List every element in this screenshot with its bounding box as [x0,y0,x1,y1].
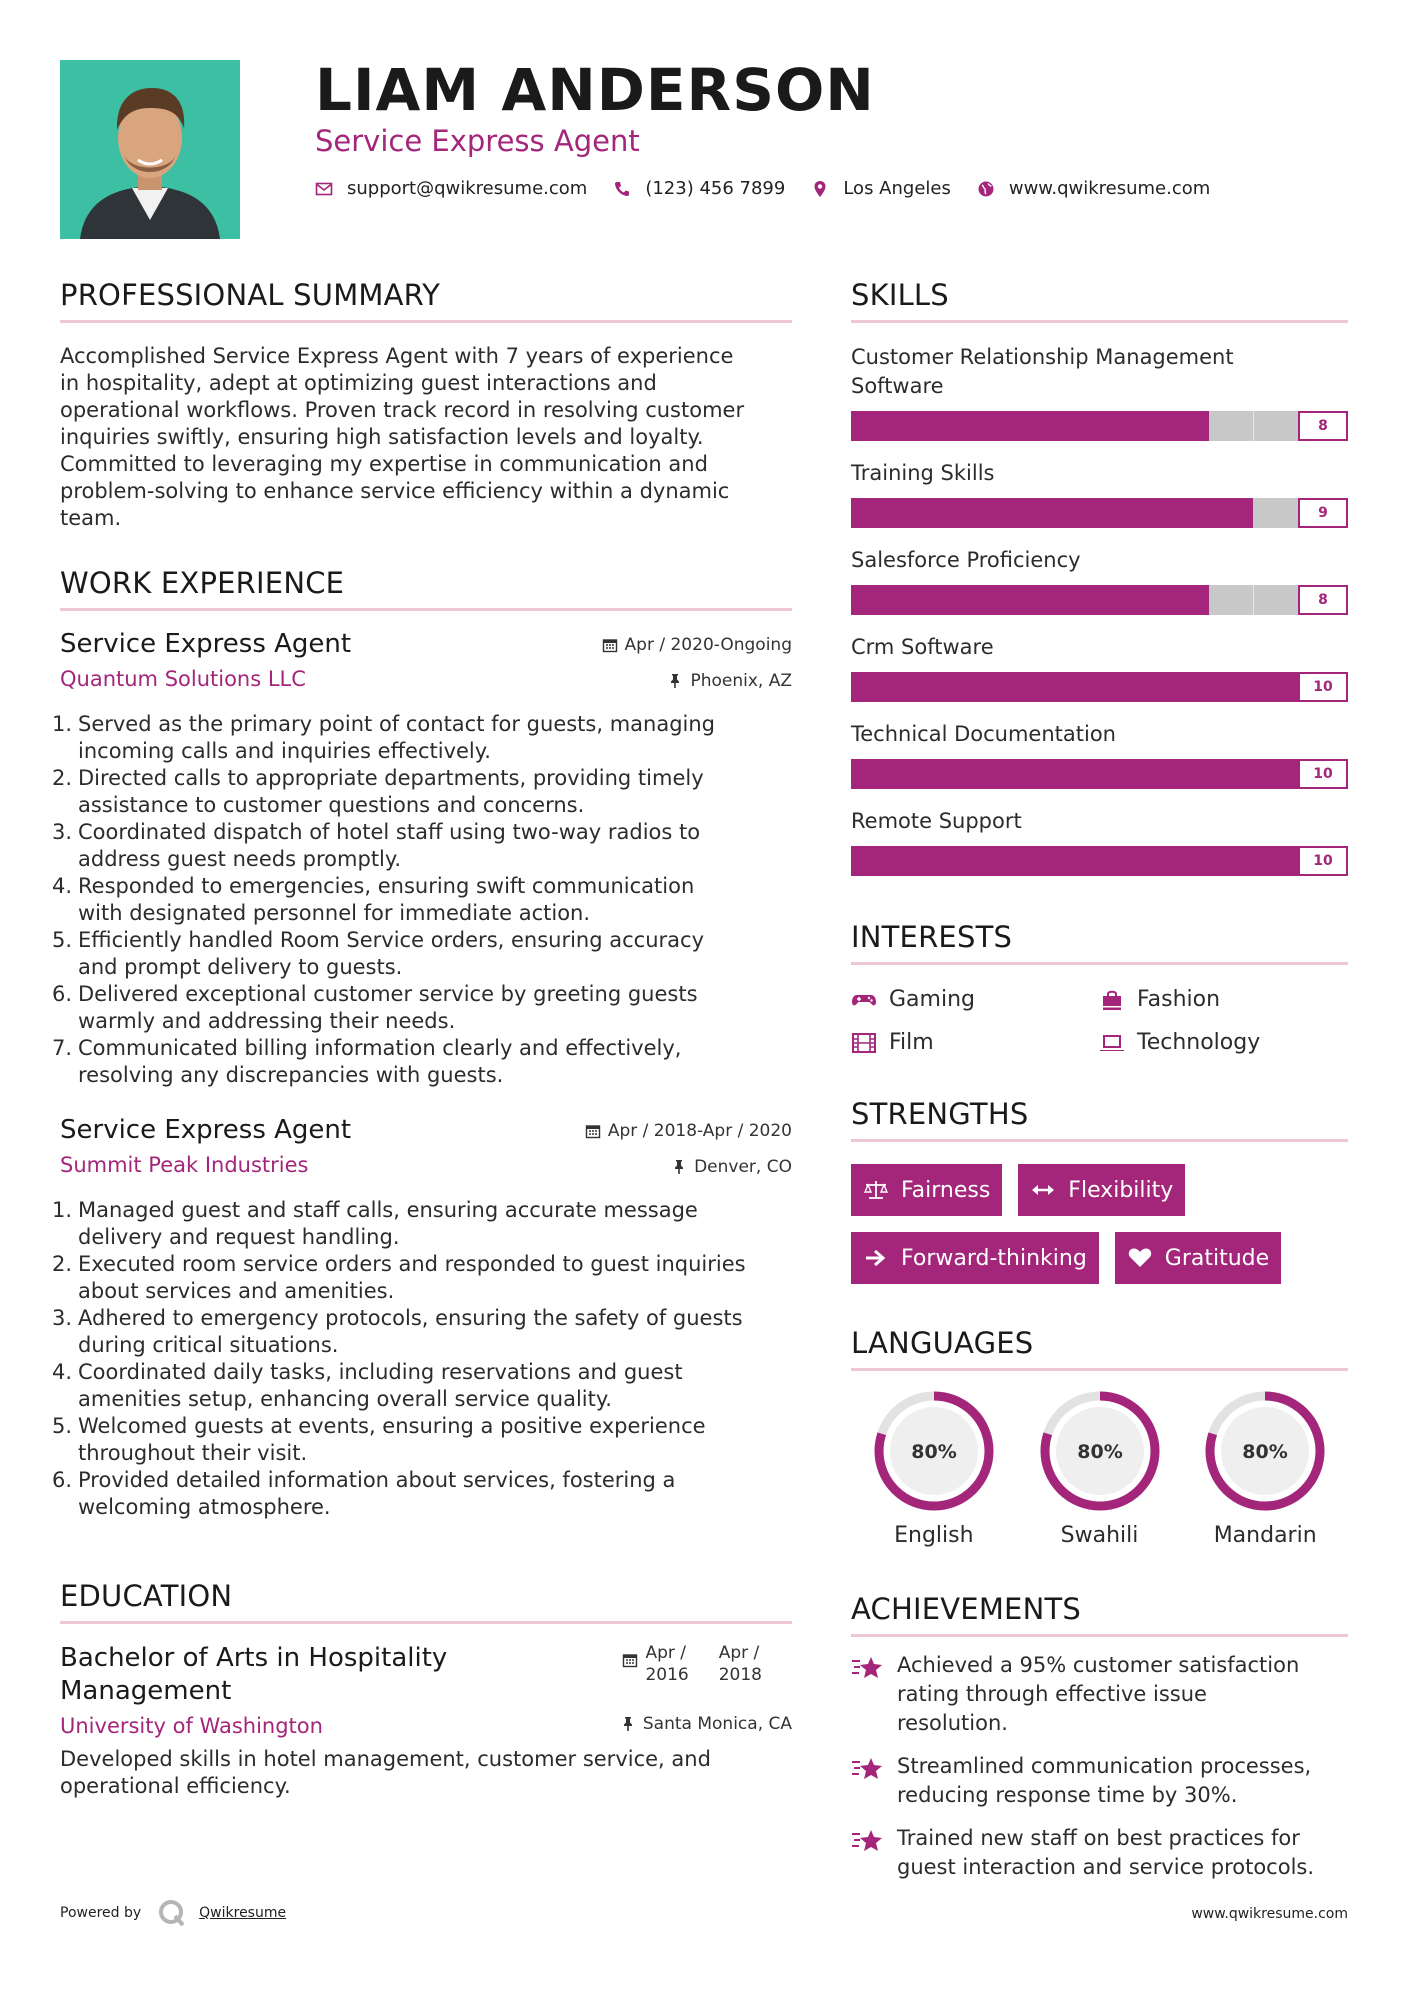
summary-text [60,343,792,532]
list-item [52,1251,792,1305]
date-month: Apr / [718,1643,760,1663]
bullet-number: 5. [52,928,73,952]
skill-item [851,633,1348,702]
education-section [60,1579,792,1800]
language-name: Swahili [1060,1523,1139,1548]
language-item [1182,1389,1348,1548]
balance-scale-icon [863,1179,889,1201]
skill-bar [851,498,1348,528]
list-item [52,765,792,819]
job-bullets [52,711,792,1089]
bullet-line: Coordinated daily tasks, including reservations and guest [78,1360,683,1384]
summary-line: team. [60,506,122,530]
education-location [620,1714,792,1734]
skill-bar-segment [1253,411,1254,441]
qwikresume-link[interactable]: Qwikresume [199,1905,287,1921]
arrow-right-icon [863,1247,889,1269]
skill-bar-segment [1253,585,1254,615]
skill-name: Training Skills [851,461,995,485]
job-date-text: Apr / 2018-Apr / 2020 [607,1121,792,1141]
summary-line: problem-solving to enhance service efficiency within a dynamic [60,479,730,503]
bullet-line: Coordinated dispatch of hotel staff using two-way radios to [78,820,701,844]
bullet-number: 7. [52,1036,73,1060]
summary-section [60,278,792,532]
experience-heading: WORK EXPERIENCE [60,566,345,600]
envelope-icon [315,180,333,198]
bullet-line: Served as the primary point of contact for guests, managing [78,712,716,736]
job-company: Quantum Solutions LLC [60,667,306,691]
contact-phone-text: (123) 456 7899 [645,178,786,199]
education-desc [60,1746,792,1800]
interests-heading: INTERESTS [851,920,1013,954]
achievement-line: Trained new staff on best practices for [897,1826,1300,1850]
skill-name: Crm Software [851,635,994,659]
strength-label: Flexibility [1068,1177,1174,1203]
skill-level-badge: 8 [1298,411,1348,441]
school-name: University of Washington [60,1714,323,1738]
bullet-number: 1. [52,712,73,736]
summary-line: inquiries swiftly, ensuring high satisfaction levels and loyalty. [60,425,704,449]
list-item [52,1197,792,1251]
language-percent: 80% [1076,1441,1123,1463]
summary-line: Committed to leveraging my expertise in communication and [60,452,708,476]
skill-level-badge: 10 [1298,759,1348,789]
language-ring [872,1389,996,1513]
skill-level-badge: 10 [1298,846,1348,876]
language-name: English [894,1523,974,1548]
achievement-line: resolution. [897,1711,1008,1735]
powered-by-label: Powered by [60,1905,142,1921]
bullet-line: address guest needs promptly. [78,847,401,871]
bullet-number: 4. [52,1360,73,1384]
interest-fashion [1099,987,1347,1012]
shooting-star-icon [851,1754,885,1782]
skills-list [851,343,1348,876]
achievement-item [851,1651,1348,1738]
job-entry [52,629,792,1089]
interest-film [851,1030,1099,1055]
bullet-line: amenities setup, enhancing overall service quality. [78,1387,612,1411]
skill-item [851,546,1348,615]
strength-label: Gratitude [1164,1245,1270,1271]
heart-icon [1127,1247,1153,1269]
interest-label: Gaming [889,987,975,1012]
qwikresume-logo-icon [157,1898,187,1928]
bullet-number: 2. [52,766,73,790]
list-item [52,819,792,873]
skill-bar [851,585,1348,615]
strength-forward-thinking [851,1232,1099,1284]
summary-heading: PROFESSIONAL SUMMARY [60,278,441,312]
achievements-divider [851,1634,1348,1637]
experience-section [52,566,792,1521]
education-heading: EDUCATION [60,1579,233,1613]
bullet-line: Communicated billing information clearly and effectively, [78,1036,682,1060]
arrows-horizontal-icon [1030,1179,1056,1201]
languages-list [851,1389,1348,1548]
list-item [52,1305,792,1359]
film-icon [851,1032,877,1054]
date-month: Apr / [645,1643,687,1663]
interests-divider [851,962,1348,965]
left-column [52,278,792,1800]
language-name: Mandarin [1213,1523,1317,1548]
strengths-section [851,1097,1348,1284]
bullet-line: Welcomed guests at events, ensuring a positive experience [78,1414,706,1438]
skill-level-badge: 10 [1298,672,1348,702]
list-item [52,1413,792,1467]
interest-label: Film [889,1030,934,1055]
list-item [52,927,792,981]
list-item [52,1035,792,1089]
achievement-line: Streamlined communication processes, [897,1754,1312,1778]
date-year: 2016 [645,1665,689,1685]
job-date [585,1121,792,1141]
skill-bar [851,411,1348,441]
bullet-line: Executed room service orders and responded to guest inquiries [78,1252,746,1276]
strengths-heading: STRENGTHS [851,1097,1029,1131]
list-item [52,1359,792,1413]
summary-line: operational workflows. Proven track record in resolving customer [60,398,745,422]
job-company: Summit Peak Industries [60,1153,309,1177]
contact-location-text: Los Angeles [843,178,951,199]
achievement-text [897,1651,1299,1738]
bullet-number: 2. [52,1252,73,1276]
pushpin-icon [667,673,683,689]
bullet-number: 1. [52,1198,73,1222]
language-item [851,1389,1017,1548]
achievements-heading: ACHIEVEMENTS [851,1592,1081,1626]
job-date-text: Apr / 2020-Ongoing [624,635,792,655]
calendar-icon [622,1652,638,1668]
bullet-line: throughout their visit. [78,1441,308,1465]
skill-name: Technical Documentation [851,722,1116,746]
calendar-icon [585,1123,601,1139]
candidate-name: LIAM ANDERSON [315,56,875,124]
candidate-title: Service Express Agent [315,124,640,158]
skill-item [851,807,1348,876]
strengths-list [851,1164,1348,1284]
bullet-line: Directed calls to appropriate departments, providing timely [78,766,704,790]
list-item [52,981,792,1035]
bullet-line: Responded to emergencies, ensuring swift communication [78,874,695,898]
skill-item [851,459,1348,528]
desc-line: Developed skills in hotel management, customer service, and [60,1747,711,1771]
skill-item [851,720,1348,789]
strength-fairness [851,1164,1002,1216]
languages-divider [851,1368,1348,1371]
achievement-line: rating through effective issue [897,1682,1207,1706]
skills-divider [851,320,1348,323]
education-entry [60,1642,792,1800]
strength-gratitude [1115,1232,1281,1284]
achievements-section [851,1592,1348,1882]
shooting-star-icon [851,1653,885,1681]
skill-bar-fill [851,846,1298,876]
bullet-number: 6. [52,1468,73,1492]
skills-section [851,278,1348,876]
bullet-line: resolving any discrepancies with guests. [78,1063,504,1087]
skill-name: Salesforce Proficiency [851,548,1081,572]
bullet-line: about services and amenities. [78,1279,395,1303]
contact-website-text: www.qwikresume.com [1008,178,1211,199]
laptop-icon [1099,1032,1125,1054]
interests-section [851,920,1348,1055]
footer-url[interactable]: www.qwikresume.com [1191,1906,1348,1922]
summary-line: Accomplished Service Express Agent with 7 years of experience [60,344,734,368]
job-entry [52,1115,792,1521]
shooting-star-icon [851,1826,885,1854]
contact-bar [315,178,1236,199]
degree-line: Bachelor of Arts in Hospitality [60,1643,448,1673]
map-marker-icon [811,180,829,198]
skill-bar-fill [851,759,1298,789]
globe-icon [977,180,995,198]
interest-label: Fashion [1137,987,1221,1012]
education-dates [622,1642,762,1686]
achievement-line: reducing response time by 30%. [897,1783,1238,1807]
bullet-number: 6. [52,982,73,1006]
calendar-icon [602,637,618,653]
summary-divider [60,320,792,323]
bullet-number: 3. [52,1306,73,1330]
skill-item [851,343,1348,441]
bullet-line: Efficiently handled Room Service orders, ensuring accuracy [78,928,704,952]
achievement-item [851,1752,1348,1810]
achievement-item [851,1824,1348,1882]
skill-bar-fill [851,411,1209,441]
job-title: Service Express Agent [60,629,352,659]
bullet-line: during critical situations. [78,1333,339,1357]
skill-name: Customer Relationship Management [851,345,1234,369]
achievements-list [851,1651,1348,1882]
language-item [1017,1389,1183,1548]
job-date [602,635,792,655]
languages-heading: LANGUAGES [851,1326,1034,1360]
pushpin-icon [671,1159,687,1175]
bullet-number: 3. [52,820,73,844]
summary-line: in hospitality, adept at optimizing guest interactions and [60,371,657,395]
interest-gaming [851,987,1099,1012]
education-start [645,1642,688,1686]
strengths-divider [851,1139,1348,1142]
right-column [851,278,1348,1882]
pushpin-icon [620,1716,636,1732]
language-ring [1203,1389,1327,1513]
skill-bar-fill [851,585,1209,615]
achievement-line: Achieved a 95% customer satisfaction [897,1653,1300,1677]
interest-technology [1099,1030,1347,1055]
job-bullets [52,1197,792,1521]
bullet-line: and prompt delivery to guests. [78,955,403,979]
job-location-text: Denver, CO [694,1157,792,1177]
list-item [52,1467,792,1521]
phone-icon [613,180,631,198]
strength-label: Fairness [901,1177,991,1203]
achievement-line: guest interaction and service protocols. [897,1855,1315,1879]
bullet-line: incoming calls and inquiries effectively. [78,739,491,763]
footer-powered-by [60,1898,286,1928]
bullet-line: delivery and request handling. [78,1225,400,1249]
job-location [671,1157,792,1177]
skill-bar [851,846,1348,876]
bullet-line: Managed guest and staff calls, ensuring accurate message [78,1198,698,1222]
list-item [52,873,792,927]
interest-label: Technology [1137,1030,1261,1055]
shopping-bag-icon [1099,989,1125,1011]
job-location-text: Phoenix, AZ [690,671,792,691]
gamepad-icon [851,989,877,1011]
experience-divider [60,608,792,611]
contact-phone[interactable] [613,178,785,199]
contact-email[interactable] [315,178,587,199]
job-location [667,671,792,691]
degree-line: Management [60,1676,232,1706]
bullet-number: 4. [52,874,73,898]
skill-bar [851,672,1348,702]
language-percent: 80% [1242,1441,1288,1463]
language-percent: 80% [911,1441,957,1463]
education-divider [60,1621,792,1624]
language-ring [1038,1389,1162,1513]
bullet-line: Provided detailed information about services, fostering a [78,1468,676,1492]
contact-email-text: support@qwikresume.com [347,178,588,199]
bullet-number: 5. [52,1414,73,1438]
contact-location [811,178,951,199]
job-title: Service Express Agent [60,1115,352,1145]
profile-photo [60,60,240,239]
skill-bar-fill [851,672,1298,702]
skills-heading: SKILLS [851,278,949,312]
skill-level-badge: 8 [1298,585,1348,615]
bullet-line: welcoming atmosphere. [78,1495,331,1519]
achievement-text [897,1824,1314,1882]
bullet-line: warmly and addressing their needs. [78,1009,456,1033]
list-item [52,711,792,765]
desc-line: operational efficiency. [60,1774,291,1798]
skill-level-badge: 9 [1298,498,1348,528]
contact-website[interactable] [977,178,1210,199]
bullet-line: assistance to customer questions and concerns. [78,793,585,817]
bullet-line: with designated personnel for immediate action. [78,901,591,925]
skill-name: Software [851,374,944,398]
achievement-text [897,1752,1311,1810]
bullet-line: Adhered to emergency protocols, ensuring the safety of guests [78,1306,743,1330]
skill-name: Remote Support [851,809,1022,833]
education-location-text: Santa Monica, CA [642,1714,792,1734]
strength-flexibility [1018,1164,1185,1216]
bullet-line: Delivered exceptional customer service by greeting guests [78,982,698,1006]
education-end [719,1642,762,1686]
languages-section [851,1326,1348,1548]
skill-bar-fill [851,498,1253,528]
skill-bar [851,759,1348,789]
date-year: 2018 [718,1665,762,1685]
interests-grid [851,987,1348,1055]
strength-label: Forward-thinking [901,1245,1087,1271]
